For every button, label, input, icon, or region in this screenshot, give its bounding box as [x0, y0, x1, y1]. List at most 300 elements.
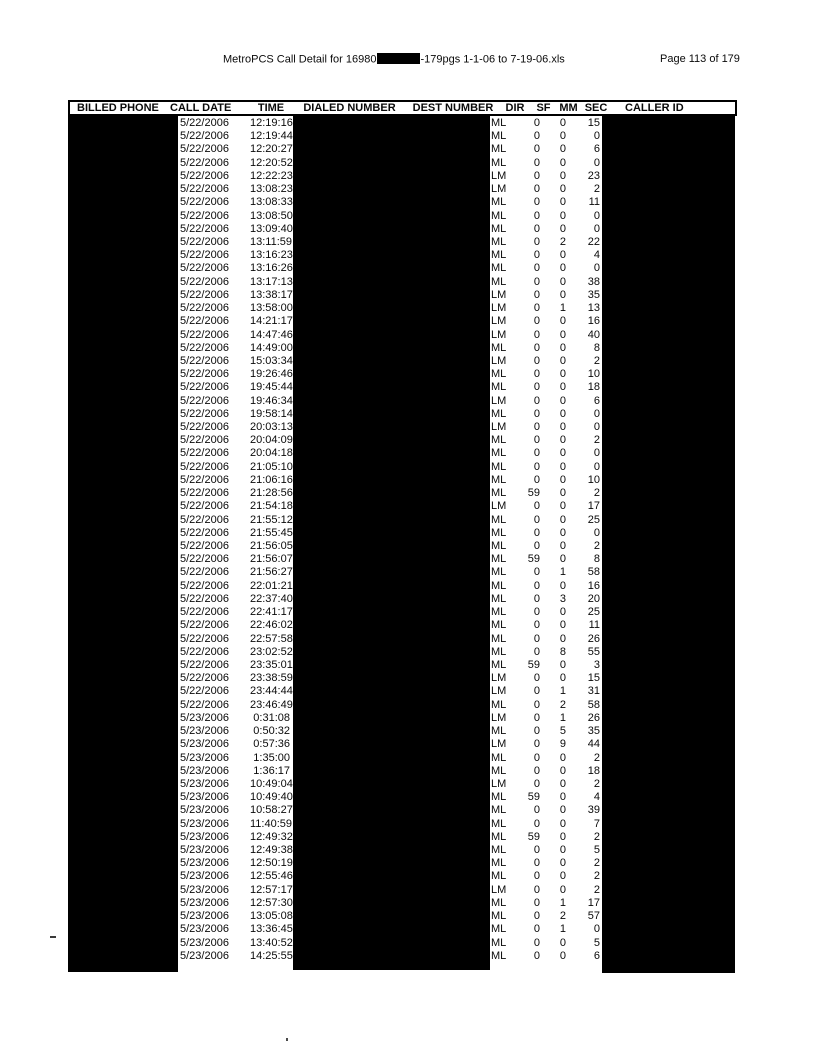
time-cell: 13:08:50 [250, 209, 293, 222]
sf-cell: 0 [533, 685, 540, 698]
sec-cell: 7 [593, 817, 600, 830]
header-mm: MM [559, 102, 578, 114]
time-cell: 19:26:46 [250, 368, 293, 381]
mm-cell: 0 [559, 764, 566, 777]
time-cell: 19:58:14 [250, 407, 293, 420]
mm-cell: 0 [559, 526, 566, 539]
time-cell: 0:31:08 [253, 711, 290, 724]
document-title-prefix: MetroPCS Call Detail for 16980 [223, 53, 377, 66]
call-date-cell: 5/22/2006 [180, 381, 229, 394]
mm-cell: 8 [559, 645, 566, 658]
dir-cell: ML [491, 923, 507, 936]
mm-cell: 0 [559, 672, 566, 685]
sf-cell: 0 [533, 896, 540, 909]
call-date-cell: 5/22/2006 [180, 566, 229, 579]
mm-cell: 0 [559, 817, 566, 830]
call-date-cell: 5/22/2006 [180, 235, 229, 248]
document-title-suffix: -179pgs 1-1-06 to 7-19-06.xls [420, 53, 565, 66]
dir-cell: LM [491, 183, 507, 196]
dir-cell: ML [491, 592, 507, 605]
sf-cell: 0 [533, 275, 540, 288]
call-date-cell: 5/23/2006 [180, 883, 229, 896]
time-cell: 21:55:45 [250, 526, 293, 539]
time-cell: 22:37:40 [250, 592, 293, 605]
sf-cell: 0 [533, 183, 540, 196]
sec-cell: 57 [587, 910, 600, 923]
mm-cell: 0 [559, 553, 566, 566]
dir-cell: ML [491, 156, 507, 169]
time-cell: 12:50:19 [250, 857, 293, 870]
mm-cell: 0 [559, 183, 566, 196]
call-date-cell: 5/22/2006 [180, 500, 229, 513]
dir-cell: LM [491, 883, 507, 896]
call-date-cell: 5/22/2006 [180, 156, 229, 169]
sf-cell: 59 [527, 830, 540, 843]
call-date-cell: 5/23/2006 [180, 949, 229, 962]
mm-cell: 0 [559, 328, 566, 341]
time-cell: 12:20:27 [250, 143, 293, 156]
call-date-cell: 5/22/2006 [180, 354, 229, 367]
header-billed-phone: BILLED PHONE [77, 102, 159, 114]
mm-cell: 0 [559, 857, 566, 870]
sec-cell: 0 [593, 209, 600, 222]
mm-cell: 0 [559, 632, 566, 645]
caller-id-redaction-box [602, 116, 735, 973]
time-cell: 20:04:18 [250, 447, 293, 460]
call-date-cell: 5/23/2006 [180, 777, 229, 790]
sf-cell: 0 [533, 434, 540, 447]
dir-cell: ML [491, 434, 507, 447]
sf-cell: 0 [533, 645, 540, 658]
call-date-cell: 5/22/2006 [180, 275, 229, 288]
sec-cell: 0 [593, 421, 600, 434]
mm-cell: 1 [559, 923, 566, 936]
call-date-cell: 5/22/2006 [180, 315, 229, 328]
time-cell: 13:05:08 [250, 910, 293, 923]
mm-cell: 0 [559, 222, 566, 235]
sec-cell: 25 [587, 513, 600, 526]
dir-cell: LM [491, 685, 507, 698]
dir-cell: LM [491, 288, 507, 301]
time-cell: 10:49:04 [250, 777, 293, 790]
sf-cell: 0 [533, 817, 540, 830]
mm-cell: 0 [559, 949, 566, 962]
mm-cell: 0 [559, 844, 566, 857]
dir-cell: LM [491, 328, 507, 341]
mm-cell: 2 [559, 235, 566, 248]
time-cell: 12:55:46 [250, 870, 293, 883]
dir-cell: ML [491, 368, 507, 381]
sec-cell: 5 [593, 844, 600, 857]
time-cell: 12:49:38 [250, 844, 293, 857]
time-cell: 13:08:23 [250, 183, 293, 196]
dir-cell: ML [491, 844, 507, 857]
sec-cell: 17 [587, 500, 600, 513]
time-cell: 1:36:17 [253, 764, 290, 777]
call-date-cell: 5/23/2006 [180, 804, 229, 817]
sf-cell: 0 [533, 169, 540, 182]
dir-cell: LM [491, 738, 507, 751]
dir-cell: ML [491, 473, 507, 486]
sec-cell: 4 [593, 249, 600, 262]
dir-cell: ML [491, 725, 507, 738]
sf-cell: 0 [533, 117, 540, 129]
sec-cell: 10 [587, 473, 600, 486]
time-cell: 21:55:12 [250, 513, 293, 526]
mm-cell: 0 [559, 619, 566, 632]
time-cell: 19:46:34 [250, 394, 293, 407]
time-cell: 13:40:52 [250, 936, 293, 949]
sf-cell: 0 [533, 883, 540, 896]
mm-cell: 0 [559, 196, 566, 209]
sf-cell: 0 [533, 368, 540, 381]
header-dialed-number: DIALED NUMBER [303, 102, 396, 114]
dir-cell: ML [491, 804, 507, 817]
dir-cell: ML [491, 487, 507, 500]
sf-cell: 0 [533, 381, 540, 394]
dir-cell: ML [491, 235, 507, 248]
dir-cell: ML [491, 764, 507, 777]
sec-cell: 26 [587, 632, 600, 645]
sf-cell: 0 [533, 725, 540, 738]
sf-cell: 0 [533, 407, 540, 420]
mm-cell: 0 [559, 354, 566, 367]
call-date-cell: 5/22/2006 [180, 526, 229, 539]
time-cell: 13:16:23 [250, 249, 293, 262]
mm-cell: 0 [559, 275, 566, 288]
mm-cell: 2 [559, 698, 566, 711]
call-date-cell: 5/22/2006 [180, 341, 229, 354]
header-dest-number: DEST NUMBER [412, 102, 494, 114]
sf-cell: 0 [533, 513, 540, 526]
mm-cell: 0 [559, 288, 566, 301]
sf-cell: 0 [533, 949, 540, 962]
sec-cell: 6 [593, 394, 600, 407]
call-date-cell: 5/23/2006 [180, 711, 229, 724]
sf-cell: 0 [533, 354, 540, 367]
time-cell: 13:08:33 [250, 196, 293, 209]
call-date-cell: 5/22/2006 [180, 262, 229, 275]
dir-cell: ML [491, 407, 507, 420]
sf-cell: 0 [533, 632, 540, 645]
sec-cell: 58 [587, 698, 600, 711]
mm-cell: 0 [559, 249, 566, 262]
mm-cell: 1 [559, 566, 566, 579]
time-cell: 20:03:13 [250, 421, 293, 434]
call-date-cell: 5/22/2006 [180, 222, 229, 235]
sf-cell: 0 [533, 421, 540, 434]
sf-cell: 0 [533, 910, 540, 923]
sf-cell: 0 [533, 870, 540, 883]
call-date-cell: 5/22/2006 [180, 407, 229, 420]
call-date-cell: 5/22/2006 [180, 672, 229, 685]
time-cell: 21:54:18 [250, 500, 293, 513]
sec-cell: 11 [588, 619, 600, 632]
mm-cell: 0 [559, 540, 566, 552]
call-date-cell: 5/22/2006 [180, 434, 229, 447]
dir-cell: ML [491, 817, 507, 830]
sf-cell: 0 [533, 328, 540, 341]
stray-scan-mark [50, 936, 56, 938]
dir-cell: ML [491, 949, 507, 962]
sec-cell: 2 [593, 540, 600, 552]
sec-cell: 2 [593, 883, 600, 896]
sec-cell: 6 [593, 143, 600, 156]
mm-cell: 0 [559, 658, 566, 671]
sf-cell: 0 [533, 473, 540, 486]
mm-cell: 0 [559, 804, 566, 817]
sf-cell: 0 [533, 447, 540, 460]
call-date-cell: 5/22/2006 [180, 183, 229, 196]
sf-cell: 0 [533, 262, 540, 275]
call-date-cell: 5/22/2006 [180, 421, 229, 434]
mm-cell: 0 [559, 209, 566, 222]
sf-cell: 0 [533, 315, 540, 328]
call-date-cell: 5/22/2006 [180, 460, 229, 473]
sf-cell: 59 [527, 487, 540, 500]
call-date-cell: 5/22/2006 [180, 606, 229, 619]
mm-cell: 0 [559, 381, 566, 394]
time-cell: 21:56:07 [250, 553, 293, 566]
time-cell: 23:44:44 [250, 685, 293, 698]
sec-cell: 16 [587, 579, 600, 592]
mm-cell: 0 [559, 341, 566, 354]
call-date-cell: 5/22/2006 [180, 592, 229, 605]
mm-cell: 0 [559, 870, 566, 883]
call-date-cell: 5/22/2006 [180, 143, 229, 156]
dir-cell: LM [491, 500, 507, 513]
sf-cell: 0 [533, 592, 540, 605]
sf-cell: 0 [533, 672, 540, 685]
time-cell: 19:45:44 [250, 381, 293, 394]
dir-cell: ML [491, 896, 507, 909]
call-date-cell: 5/22/2006 [180, 130, 229, 143]
call-date-cell: 5/22/2006 [180, 698, 229, 711]
sf-cell: 0 [533, 394, 540, 407]
time-cell: 0:57:36 [253, 738, 290, 751]
time-cell: 10:49:40 [250, 791, 293, 804]
call-date-cell: 5/22/2006 [180, 487, 229, 500]
dir-cell: ML [491, 117, 507, 129]
time-cell: 13:11:59 [250, 235, 293, 248]
sec-cell: 15 [587, 672, 600, 685]
time-cell: 13:36:45 [250, 923, 293, 936]
sec-cell: 5 [593, 936, 600, 949]
dir-cell: LM [491, 777, 507, 790]
dir-cell: ML [491, 606, 507, 619]
sf-cell: 0 [533, 222, 540, 235]
sf-cell: 0 [533, 288, 540, 301]
dir-cell: ML [491, 196, 507, 209]
sf-cell: 0 [533, 249, 540, 262]
dir-cell: ML [491, 341, 507, 354]
sec-cell: 23 [587, 169, 600, 182]
sec-cell: 31 [587, 685, 600, 698]
mm-cell: 0 [559, 262, 566, 275]
time-cell: 22:41:17 [250, 606, 293, 619]
sec-cell: 18 [587, 381, 600, 394]
sec-cell: 39 [587, 804, 600, 817]
mm-cell: 0 [559, 434, 566, 447]
mm-cell: 0 [559, 460, 566, 473]
sec-cell: 8 [593, 341, 600, 354]
call-date-cell: 5/22/2006 [180, 513, 229, 526]
dir-cell: ML [491, 222, 507, 235]
dir-cell: LM [491, 302, 507, 315]
sf-cell: 0 [533, 540, 540, 552]
call-date-cell: 5/22/2006 [180, 685, 229, 698]
sec-cell: 0 [593, 156, 600, 169]
time-cell: 12:20:52 [250, 156, 293, 169]
dir-cell: ML [491, 698, 507, 711]
call-date-cell: 5/22/2006 [180, 328, 229, 341]
title-redaction-box [377, 53, 420, 64]
sec-cell: 0 [593, 526, 600, 539]
sec-cell: 6 [593, 949, 600, 962]
sec-cell: 0 [593, 460, 600, 473]
sf-cell: 0 [533, 460, 540, 473]
call-date-cell: 5/22/2006 [180, 553, 229, 566]
sec-cell: 10 [587, 368, 600, 381]
dir-cell: ML [491, 658, 507, 671]
mm-cell: 3 [559, 592, 566, 605]
time-cell: 22:57:58 [250, 632, 293, 645]
sf-cell: 0 [533, 143, 540, 156]
sf-cell: 0 [533, 156, 540, 169]
dir-cell: ML [491, 513, 507, 526]
mm-cell: 0 [559, 421, 566, 434]
sf-cell: 0 [533, 500, 540, 513]
sf-cell: 0 [533, 698, 540, 711]
dir-cell: ML [491, 791, 507, 804]
dir-cell: ML [491, 830, 507, 843]
mm-cell: 9 [559, 738, 566, 751]
time-cell: 21:05:10 [250, 460, 293, 473]
dir-cell: ML [491, 619, 507, 632]
sec-cell: 13 [587, 302, 600, 315]
sec-cell: 8 [593, 553, 600, 566]
call-date-cell: 5/22/2006 [180, 645, 229, 658]
call-date-cell: 5/22/2006 [180, 288, 229, 301]
dir-cell: LM [491, 711, 507, 724]
sec-cell: 0 [593, 262, 600, 275]
dir-cell: ML [491, 540, 507, 552]
sec-cell: 18 [587, 764, 600, 777]
mm-cell: 0 [559, 169, 566, 182]
sec-cell: 2 [593, 183, 600, 196]
time-cell: 12:22:23 [250, 169, 293, 182]
time-cell: 12:57:30 [250, 896, 293, 909]
call-date-cell: 5/23/2006 [180, 936, 229, 949]
sf-cell: 59 [527, 553, 540, 566]
sec-cell: 58 [587, 566, 600, 579]
sf-cell: 59 [527, 658, 540, 671]
call-date-cell: 5/22/2006 [180, 302, 229, 315]
document-title [223, 53, 565, 66]
sec-cell: 0 [593, 447, 600, 460]
dir-cell: ML [491, 751, 507, 764]
time-cell: 23:02:52 [250, 645, 293, 658]
dir-cell: ML [491, 632, 507, 645]
time-cell: 21:56:05 [250, 540, 293, 552]
dir-cell: ML [491, 910, 507, 923]
sec-cell: 3 [593, 658, 600, 671]
sf-cell: 0 [533, 804, 540, 817]
call-date-cell: 5/23/2006 [180, 817, 229, 830]
mm-cell: 0 [559, 394, 566, 407]
dir-cell: ML [491, 143, 507, 156]
sec-cell: 55 [587, 645, 600, 658]
mm-cell: 1 [559, 302, 566, 315]
time-cell: 12:19:44 [250, 130, 293, 143]
dir-cell: ML [491, 553, 507, 566]
time-cell: 14:25:55 [250, 949, 293, 962]
time-cell: 13:17:13 [250, 275, 293, 288]
call-date-cell: 5/22/2006 [180, 632, 229, 645]
mm-cell: 0 [559, 156, 566, 169]
mm-cell: 1 [559, 685, 566, 698]
sec-cell: 22 [587, 235, 600, 248]
sf-cell: 0 [533, 923, 540, 936]
call-date-cell: 5/22/2006 [180, 196, 229, 209]
time-cell: 1:35:00 [253, 751, 290, 764]
header-sf: SF [536, 102, 551, 114]
sec-cell: 2 [593, 434, 600, 447]
time-cell: 12:19:16 [250, 117, 293, 129]
sf-cell: 0 [533, 619, 540, 632]
sec-cell: 35 [587, 288, 600, 301]
dir-cell: ML [491, 526, 507, 539]
sf-cell: 0 [533, 711, 540, 724]
time-cell: 13:16:26 [250, 262, 293, 275]
dir-cell: ML [491, 381, 507, 394]
mm-cell: 0 [559, 777, 566, 790]
call-date-cell: 5/23/2006 [180, 844, 229, 857]
sf-cell: 0 [533, 566, 540, 579]
sec-cell: 0 [593, 923, 600, 936]
time-cell: 15:03:34 [250, 354, 293, 367]
call-date-cell: 5/22/2006 [180, 540, 229, 552]
time-cell: 22:01:21 [250, 579, 293, 592]
dir-cell: LM [491, 672, 507, 685]
call-date-cell: 5/23/2006 [180, 923, 229, 936]
time-cell: 10:58:27 [250, 804, 293, 817]
dir-cell: ML [491, 130, 507, 143]
sf-cell: 0 [533, 764, 540, 777]
dir-cell: ML [491, 857, 507, 870]
dir-cell: LM [491, 169, 507, 182]
header-sec: SEC [584, 102, 608, 114]
time-cell: 14:21:17 [250, 315, 293, 328]
mm-cell: 0 [559, 130, 566, 143]
sec-cell: 2 [593, 777, 600, 790]
call-date-cell: 5/23/2006 [180, 725, 229, 738]
call-date-cell: 5/23/2006 [180, 764, 229, 777]
call-detail-table [68, 100, 737, 963]
call-date-cell: 5/23/2006 [180, 857, 229, 870]
sf-cell: 0 [533, 738, 540, 751]
mm-cell: 0 [559, 447, 566, 460]
sec-cell: 2 [593, 751, 600, 764]
sec-cell: 26 [587, 711, 600, 724]
dir-cell: ML [491, 275, 507, 288]
sf-cell: 0 [533, 777, 540, 790]
time-cell: 12:57:17 [250, 883, 293, 896]
sec-cell: 2 [593, 354, 600, 367]
time-cell: 13:09:40 [250, 222, 293, 235]
sf-cell: 0 [533, 341, 540, 354]
dir-cell: ML [491, 209, 507, 222]
